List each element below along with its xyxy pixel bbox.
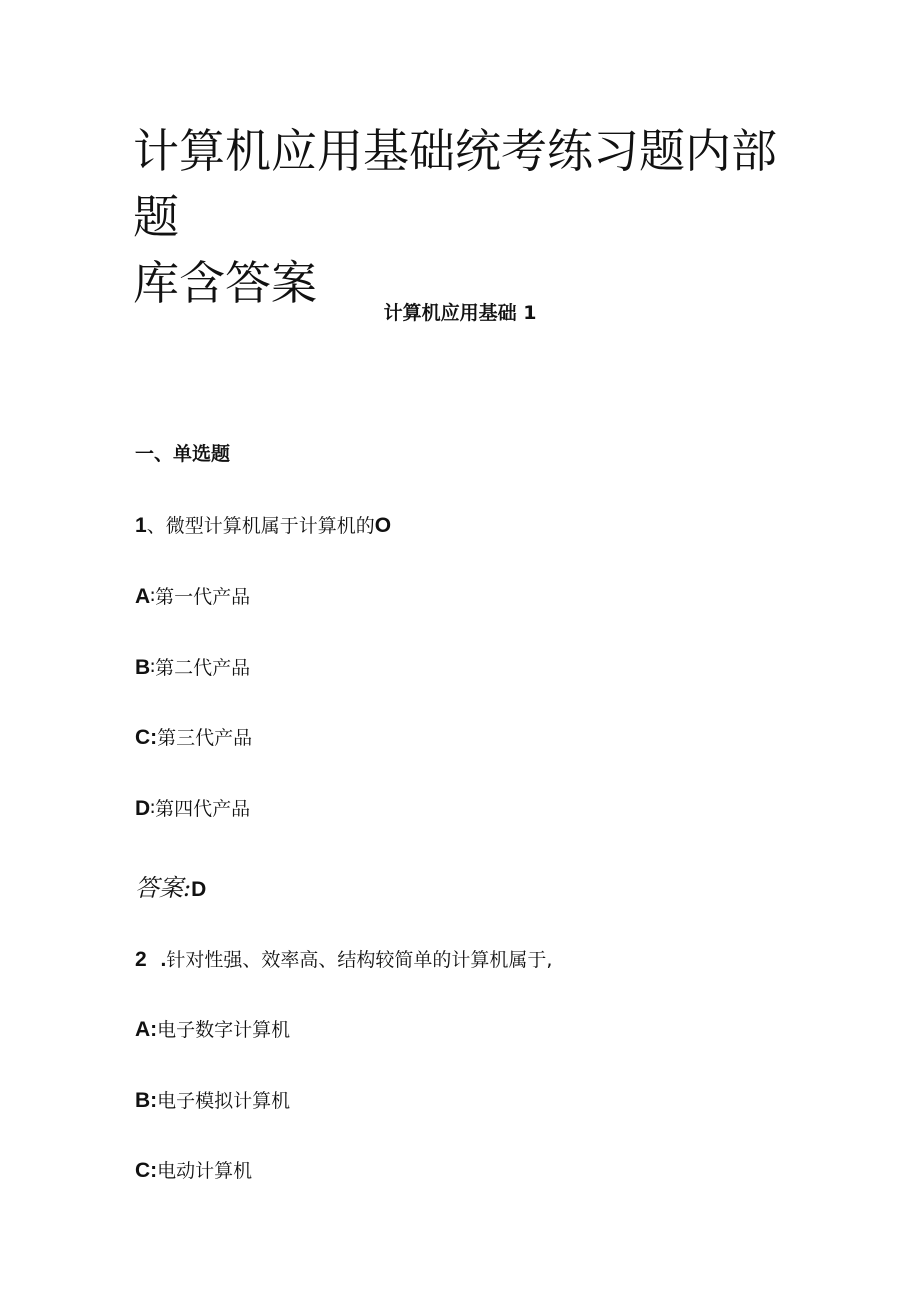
question-2-option-b [135,1088,290,1114]
option-letter: C [135,1159,151,1182]
question-1-option-d [135,796,250,822]
answer-label: 答案: [135,874,192,902]
option-text: 电动计算机 [157,1160,253,1182]
answer-value: D [191,878,207,901]
question-1-text: 微型计算机属于计算机的 [165,515,375,537]
option-text: 第一代产品 [155,586,251,608]
question-1-stem [135,513,391,539]
option-letter: D [135,797,151,820]
option-separator: ∶ [150,586,156,608]
question-1-option-b [135,655,250,681]
option-letter: C [135,726,151,749]
question-2-stem [135,947,552,973]
question-1-option-a [135,584,250,610]
option-separator: : [150,726,158,749]
question-2-text: 针对性强、效率高、结构较简单的计算机属于, [166,949,553,971]
option-text: 电子数字计算机 [157,1019,291,1041]
option-text: 第二代产品 [155,657,251,679]
document-subtitle: 计算机应用基础 1 [383,302,537,324]
option-letter: A [135,585,151,608]
option-letter: B [135,656,151,679]
question-1-blank: O [374,514,392,537]
option-text: 第三代产品 [157,727,253,749]
option-separator: : [150,1018,158,1041]
option-separator: : [150,1089,158,1112]
question-1-separator: 、 [146,515,166,537]
option-letter: A [135,1018,151,1041]
option-separator: : [150,1159,158,1182]
option-text: 第四代产品 [155,798,251,820]
option-separator: ∶ [150,657,156,679]
question-1-option-c [135,725,252,751]
title-line-2: 库含答案 [133,256,317,310]
question-2-separator: . [154,948,167,971]
question-2-option-a [135,1017,290,1043]
option-separator: ∶ [150,798,156,820]
document-title [133,118,793,316]
question-1-answer [135,868,206,903]
question-2-number: 2 [135,948,147,971]
option-letter: B [135,1089,151,1112]
question-2-option-c [135,1158,252,1184]
question-1-number: 1 [135,514,147,537]
title-line-1: 计算机应用基础统考练习题内部题 [133,124,777,244]
option-text: 电子模拟计算机 [157,1090,291,1112]
section-heading: 一、单选题 [135,443,231,465]
